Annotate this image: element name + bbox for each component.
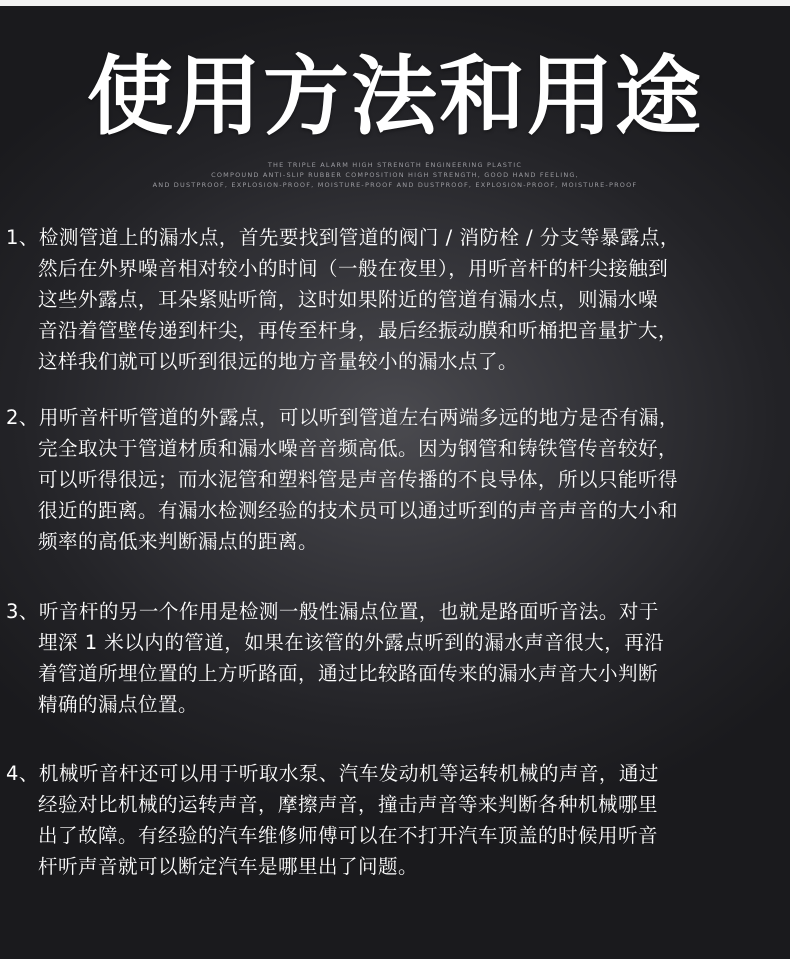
usage-item-3: [0, 596, 790, 720]
usage-item-1: [0, 222, 790, 377]
subtitle-line-1: THE TRIPLE ALARM HIGH STRENGTH ENGINEERING PLASTIC: [267, 161, 523, 169]
usage-item-1-line-4: 音沿着管壁传递到杆尖，再传至杆身，最后经振动膜和听桶把音量扩大，: [38, 319, 679, 342]
usage-item-2-line-3: 可以听得很远；而水泥管和塑料管是声音传播的不良导体，所以只能听得: [38, 468, 679, 491]
usage-item-4-line-4: 杆听声音就可以断定汽车是哪里出了问题。: [38, 855, 419, 878]
page-title: 使用方法和用途: [87, 47, 703, 147]
usage-item-3-line-2: 埋深 1 米以内的管道，如果在该管的外露点听到的漏水声音很大，再沿: [38, 631, 665, 654]
usage-item-2-line-1: 2、用听音杆听管道的外露点，可以听到管道左右两端多远的地方是否有漏，: [6, 406, 679, 429]
usage-item-4-line-3: 出了故障。有经验的汽车维修师傅可以在不打开汽车顶盖的时候用听音: [38, 824, 659, 847]
usage-item-3-line-3: 着管道所埋位置的上方听路面，通过比较路面传来的漏水声音大小判断: [38, 662, 659, 685]
usage-item-1-line-3: 这些外露点，耳朵紧贴听筒，这时如果附近的管道有漏水点，则漏水噪: [38, 288, 659, 311]
usage-item-2-line-2: 完全取决于管道材质和漏水噪音音频高低。因为钢管和铸铁管传音较好，: [38, 437, 679, 460]
usage-item-1-line-5: 这样我们就可以听到很远的地方音量较小的漏水点了。: [38, 350, 519, 373]
usage-item-3-line-4: 精确的漏点位置。: [38, 693, 199, 716]
top-border: [0, 0, 790, 6]
usage-item-3-line-1: 3、听音杆的另一个作用是检测一般性漏点位置，也就是路面听音法。对于: [6, 600, 659, 623]
usage-item-4-line-1: 4、机械听音杆还可以用于听取水泵、汽车发动机等运转机械的声音，通过: [6, 762, 659, 785]
usage-item-2: [0, 402, 790, 557]
usage-item-1-line-1: 1、检测管道上的漏水点，首先要找到管道的阀门 / 消防栓 / 分支等暴露点，: [6, 226, 680, 249]
usage-item-2-line-5: 频率的高低来判断漏点的距离。: [38, 530, 319, 553]
usage-item-1-line-2: 然后在外界噪音相对较小的时间（一般在夜里），用听音杆的杆尖接触到: [38, 257, 669, 280]
subtitle-line-3: AND DUSTPROOF, EXPLOSION-PROOF, MOISTURE-PROOF AND DUSTPROOF, EXPLOSION-PROOF, MOISTURE-PROOF: [152, 181, 638, 189]
usage-item-4: [0, 758, 790, 882]
subtitle-line-2: COMPOUND ANTI-SLIP RUBBER COMPOSITION HIGH STRENGTH, GOOD HAND FEELING,: [211, 171, 579, 179]
usage-item-2-line-4: 很近的距离。有漏水检测经验的技术员可以通过听到的声音声音的大小和: [38, 499, 679, 522]
usage-item-4-line-2: 经验对比机械的运转声音，摩擦声音，撞击声音等来判断各种机械哪里: [38, 793, 659, 816]
